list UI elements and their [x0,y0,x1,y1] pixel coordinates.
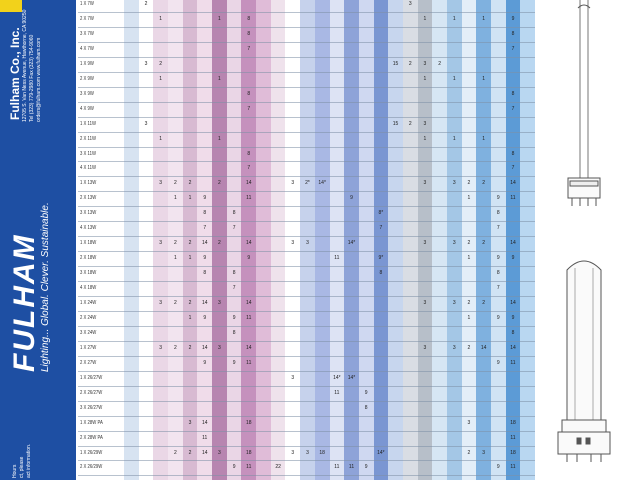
table-cell: 8 [364,404,368,411]
table-cell: 7 [247,165,251,172]
table-cell: 2 [482,240,486,247]
table-cell: 14 [510,180,516,187]
table-cell: 3 [423,344,427,351]
row-divider [78,341,535,342]
row-divider [78,132,535,133]
table-cell: 3 [218,300,221,306]
table-cell: 1 [467,314,471,321]
table-cell: 14* [377,449,385,456]
table-cell: 2 [408,60,412,67]
table-cell: 8 [247,30,251,37]
row-label: 3 X 24W [80,329,97,336]
table-cell: 3 [423,60,427,67]
long-lamp-icon [568,0,600,206]
table-cell: 1 [482,75,486,82]
row-divider [78,416,535,417]
table-cell: 14 [201,449,208,456]
row-divider [78,356,535,357]
row-label: 2 X 26/29W [80,464,103,471]
row-label: 3 X 18W [80,270,97,277]
brand-tagline: Lighting... Global. Clever. Sustainable. [40,202,51,372]
table-cell: 7 [203,225,207,232]
table-cell: 14 [510,300,516,306]
table-cell: 3 [218,344,221,351]
row-divider [78,236,535,237]
table-cell: 3 [452,240,456,247]
table-cell: 3 [291,240,295,247]
table-cell: 8 [511,150,515,157]
table-cell: 3 [144,120,148,127]
lamp-illustrations [535,0,640,480]
row-divider [78,296,535,297]
row-label: 3 X 26/27W [80,404,103,411]
table-cell: 11 [246,195,252,202]
row-divider [78,206,535,207]
table-cell: 9 [364,389,368,396]
row-label: 1 X 13W [80,180,97,187]
table-cell: 3 [306,449,309,456]
table-cell: 9 [350,195,353,202]
table-cell: 3 [188,419,192,426]
table-cell: 9 [364,464,368,471]
row-label: 4 X 9W [80,105,94,112]
table-cell: 8 [496,270,500,277]
table-cell: 1 [423,135,427,142]
table-cell: 2 [188,180,192,187]
table-cell: 1 [188,195,192,202]
row-label: 2 X 24W [80,314,97,321]
table-cell: 3 [159,300,163,306]
table-cell: 18 [245,419,252,426]
row-label: 2 X 28W PA [80,434,103,441]
row-divider [78,191,535,192]
table-cell: 1 [159,15,163,22]
table-cell: 11 [510,464,516,471]
row-label: 1 X 11W [80,120,96,127]
table-cell: 1 [482,135,486,142]
table-cell: 7 [496,285,500,292]
row-label: 3 X 9W [80,90,94,97]
row-divider [78,266,535,267]
table-cell: 14 [245,240,252,247]
table-cell: 1 [188,314,192,321]
table-cell: 9 [511,15,515,22]
table-cell: 8* [378,210,384,217]
table-cell: 2 [467,344,471,351]
table-cell: 9 [511,314,515,321]
row-divider [78,401,535,402]
table-cell: 3 [423,180,427,187]
table-cell: 2 [188,449,192,456]
row-label: 3 X 11W [80,150,96,157]
table-cell: 8 [511,90,515,97]
company-email: orders@fulham.com www.fulham.com [36,37,42,122]
row-label: 2 X 9W [80,75,94,82]
row-divider [78,460,535,461]
row-divider [78,326,535,327]
table-cell: 7 [247,105,251,112]
table-cell: 14* [318,180,326,187]
row-label: 1 X 28W PA [80,419,103,426]
row-label: 2 X 11W [80,135,96,142]
table-cell: 3 [291,374,295,381]
table-cell: 8 [232,270,236,277]
table-cell: 9 [496,314,500,321]
row-divider [78,117,535,118]
table-cell: 9 [496,255,500,262]
row-label: 1 X 26/27W [80,374,103,381]
table-cell: 9 [232,359,236,366]
table-cell: 1 [159,75,163,82]
table-cell: 2 [173,344,177,351]
table-cell: 14* [333,374,341,381]
table-cell: 2 [159,60,163,67]
table-cell: 9 [496,464,500,471]
table-cell: 14 [201,419,208,426]
table-cell: 9 [203,195,207,202]
table-cell: 15 [392,120,399,127]
row-label: 4 X 11W [80,165,96,172]
table-cell: 14 [201,240,208,247]
table-cell: 3 [218,449,221,456]
table-cell: 2 [482,180,486,187]
table-cell: 3 [159,240,163,247]
table-cell: 2 [467,449,471,456]
table-cell: 14 [245,180,252,187]
table-cell: 2 [467,240,471,247]
table-cell: 8 [247,15,251,22]
row-divider [78,42,535,43]
row-divider [78,27,535,28]
brand-logo: FULHAM [8,233,41,372]
row-divider [78,371,535,372]
table-cell: 2 [188,344,192,351]
table-cell: 1 [218,75,221,82]
table-cell: 14 [510,344,516,351]
table-cell: 2 [188,300,192,306]
footer-line: Hours [12,464,18,478]
row-label: 1 X 26/29W [80,449,103,456]
table-cell: 11 [246,314,252,321]
table-cell: 2 [173,240,177,247]
table-cell: 2 [408,120,412,127]
row-divider [78,176,535,177]
table-cell: 14 [201,344,208,351]
table-cell: 11 [510,359,516,366]
table-cell: 7 [496,225,500,232]
table-cell: 2 [438,60,441,67]
company-phone: Tel (323) 779-2980 Fax (323) 754-9060 [29,34,35,122]
table-cell: 1 [423,75,427,82]
table-cell: 8 [511,329,515,336]
table-cell: 1 [452,135,456,142]
table-cell: 8 [496,210,500,217]
table-cell: 9 [232,314,236,321]
table-cell: 1 [467,195,471,202]
table-cell: 1 [173,195,177,202]
table-cell: 7 [511,165,515,172]
table-cell: 2 [173,449,177,456]
table-cell: 9 [203,255,207,262]
row-label: 4 X 18W [80,285,97,292]
table-cell: 7 [379,225,383,232]
table-cell: 2 [482,300,486,306]
table-cell: 1 [467,255,471,262]
table-cell: 9 [203,359,207,366]
row-label: 3 X 13W [80,210,97,217]
table-cell: 3 [482,449,486,456]
table-cell: 1 [188,255,192,262]
table-cell: 2 [218,240,221,247]
table-cell: 8 [203,210,207,217]
table-cell: 1 [482,15,486,22]
row-divider [78,281,535,282]
table-cell: 2 [173,180,177,187]
table-cell: 14 [245,344,252,351]
quad-lamp-icon [558,261,610,462]
table-cell: 11 [246,464,252,471]
table-cell: 14* [347,374,356,381]
footer-line: act information. [26,443,32,478]
table-cell: 18 [319,449,325,456]
table-cell: 18 [510,419,516,426]
table-cell: 3 [291,449,295,456]
row-divider [78,87,535,88]
table-cell: 9* [378,255,384,262]
table-cell: 1 [173,255,177,262]
table-cell: 7 [232,285,236,292]
table-cell: 14* [347,240,356,247]
table-cell: 8 [247,90,251,97]
table-cell: 2 [144,1,148,7]
row-label: 2 X 13W [80,195,97,202]
row-label: 4 X 13W [80,225,97,232]
row-divider [78,475,535,476]
table-cell: 2 [173,300,177,306]
row-label: 1 X 7W [80,1,94,7]
table-cell: 8 [203,270,207,277]
row-divider [78,57,535,58]
table-cell: 2 [188,240,192,247]
row-label: 2 X 26/27W [80,389,103,396]
table-cell: 1 [452,75,456,82]
table-cell: 2* [305,180,310,187]
table-cell: 1 [452,15,456,22]
table-cell: 2 [218,180,221,187]
table-cell: 3 [423,240,427,247]
row-divider [78,12,535,13]
row-label: 1 X 9W [80,60,94,67]
row-divider [78,72,535,73]
row-label: 3 X 7W [80,30,94,37]
table-cell: 1 [218,135,221,142]
row-label: 2 X 18W [80,255,97,262]
brand-sidebar [0,0,76,480]
row-label: 2 X 27W [80,359,97,366]
table-cell: 14 [245,300,252,306]
row-divider [78,221,535,222]
row-label: 4 X 7W [80,45,94,52]
table-cell: 9 [496,195,500,202]
table-cell: 7 [511,45,515,52]
table-cell: 8 [379,270,383,277]
table-cell: 3 [306,240,309,247]
row-label: 1 X 18W [80,240,97,247]
table-cell: 3 [144,60,148,67]
table-cell: 9 [232,464,236,471]
table-cell: 3 [159,344,163,351]
table-cell: 14 [510,240,516,247]
table-cell: 11 [510,434,516,441]
table-cell: 8 [232,329,236,336]
table-cell: 3 [467,419,471,426]
table-cell: 11 [334,464,340,471]
row-divider [78,431,535,432]
table-cell: 11 [202,434,208,441]
table-cell: 11 [348,464,355,471]
table-cell: 3 [408,1,412,7]
company-address: 12705 S. Van Ness Avenue, Hawthorne, CA 90250 [22,9,28,122]
table-cell: 3 [423,300,427,306]
row-label: 1 X 27W [80,344,97,351]
table-cell: 3 [291,180,295,187]
table-cell: 2 [467,180,471,187]
table-cell: 7 [511,105,515,112]
table-cell: 3 [423,120,427,127]
table-cell: 7 [247,45,251,52]
table-cell: 11 [334,255,340,262]
footer-line: ct, please [19,456,25,478]
company-name: Fulham Co., Inc. [8,27,22,120]
table-cell: 3 [452,300,456,306]
ballast-compatibility-table [78,0,535,480]
table-cell: 22 [275,464,281,471]
row-divider [78,147,535,148]
table-cell: 8 [511,30,515,37]
table-cell: 14 [201,300,208,306]
row-label: 1 X 24W [80,300,97,306]
table-cell: 15 [392,60,399,67]
row-divider [78,161,535,162]
row-divider [78,446,535,447]
table-cell: 7 [232,225,236,232]
table-cell: 9 [496,359,500,366]
table-cell: 11 [510,195,516,202]
row-label: 2 X 7W [80,15,94,22]
table-cell: 1 [159,135,163,142]
row-divider [78,102,535,103]
footer-note [12,444,33,478]
row-divider [78,311,535,312]
row-divider [78,386,535,387]
row-divider [78,251,535,252]
table-cell: 3 [159,180,163,187]
table-cell: 1 [423,15,427,22]
table-cell: 14 [480,344,487,351]
logo-accent [0,0,22,12]
table-cell: 8 [232,210,236,217]
table-cell: 18 [510,449,516,456]
table-cell: 3 [452,180,456,187]
table-cell: 9 [511,255,515,262]
table-cell: 9 [203,314,207,321]
table-cell: 8 [247,150,251,157]
table-cell: 18 [245,449,252,456]
table-cell: 1 [218,15,221,22]
table-cell: 9 [247,255,251,262]
table-cell: 11 [334,389,340,396]
table-cell: 3 [452,344,456,351]
table-cell: 11 [246,359,252,366]
table-cell: 2 [467,300,471,306]
